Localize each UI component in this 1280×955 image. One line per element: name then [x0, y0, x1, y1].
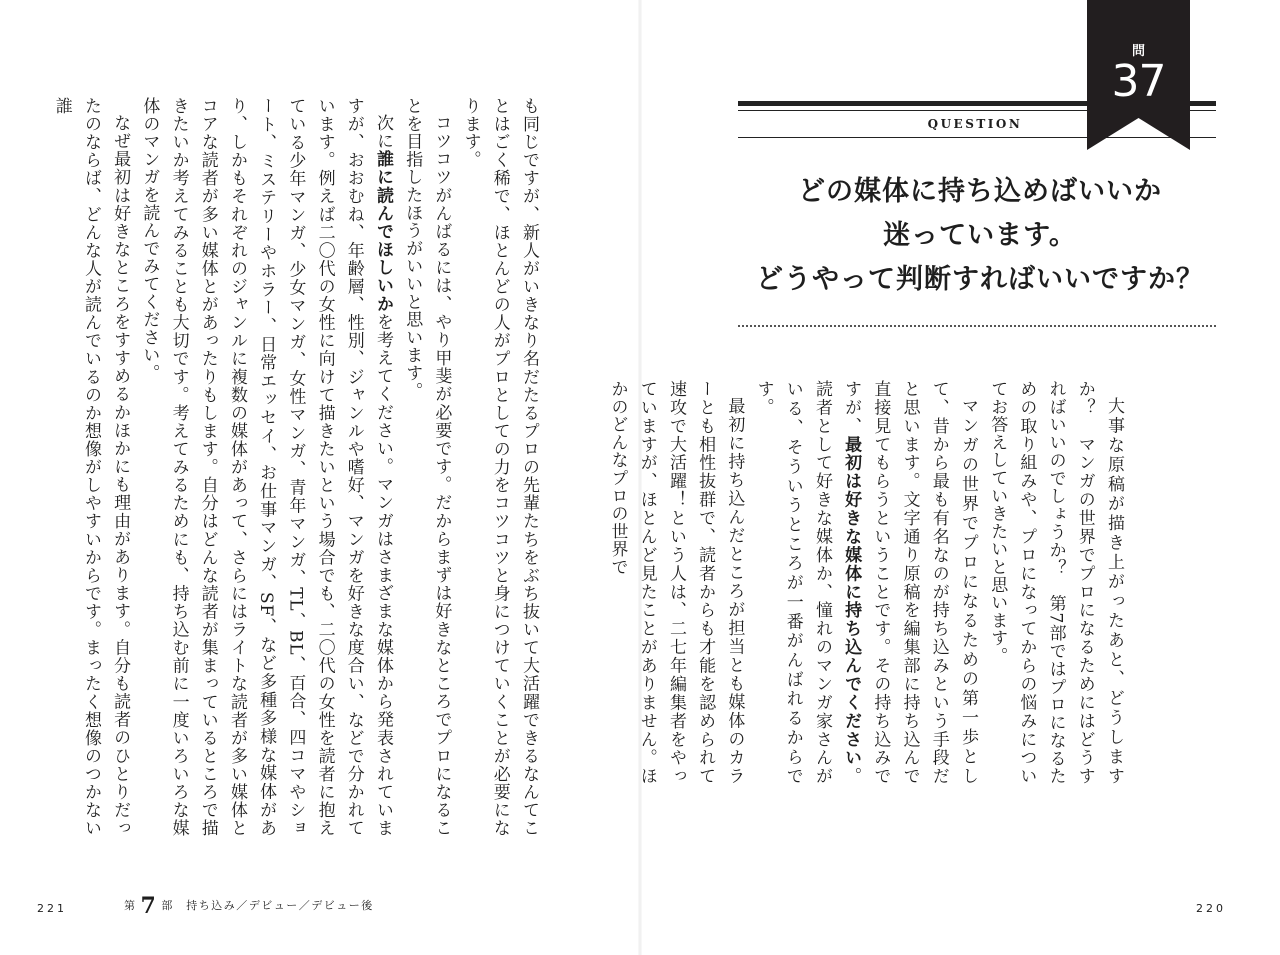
body-text: 。読者として好きな媒体か、憧れのマンガ家さんがいる、そういうところが一番がんばれるからです。 [753, 380, 862, 785]
question-label: QUESTION [900, 117, 1050, 131]
question-heading [740, 170, 1220, 302]
question-line-1: どの媒体に持ち込めばいいか [798, 176, 1162, 207]
question-badge-kanji: 問 [1131, 44, 1145, 59]
emphasis-text: 誰に読んでほしいか [372, 150, 393, 313]
question-line-3: どうやって判断すればいいですか？ [756, 264, 1204, 295]
body-text: 次に [372, 114, 393, 151]
body-paragraph [602, 380, 748, 785]
body-text: も同じですが、新人がいきなり名だたるプロの先輩たちをぶち抜いて大活躍できるなんてことはごく稀で、ほとんどの人がプロとしての力をコツコツと身につけていくことが必要になります。 [460, 97, 539, 837]
body-text: コツコツがんばるには、やり甲斐が必要です。だからまずは好きなところでプロになることを目指したほうがいいと思います。 [402, 97, 452, 837]
body-paragraph [982, 380, 1128, 785]
body-paragraph [134, 97, 397, 837]
dotted-divider [738, 325, 1216, 327]
body-paragraph [748, 380, 982, 785]
left-page-body [51, 97, 543, 838]
body-text: 大事な原稿が描き上がったあと、どうしますか？ マンガの世界でプロになるためにはどうすればいいのでしょうか？ 第7部ではプロになるための取り組みや、プロになってからの悩みについてお答えしていきたいと思います。 [987, 380, 1124, 785]
page-number-right: 220 [1196, 902, 1226, 915]
body-text: マンガの世界でプロになるための第一歩として、昔から最も有名なのが持ち込みという手段だと思います。文字通り原稿を編集部に持ち込んで直接見てもらうということです。その持ち込みですが、 [841, 380, 978, 785]
running-head-title: 部 持ち込み／デビュー／デビュー後 [161, 899, 374, 912]
running-head-prefix: 第 [124, 899, 137, 912]
right-page-body [607, 380, 1128, 785]
body-paragraph [397, 97, 455, 837]
body-paragraph [455, 97, 543, 837]
running-head [124, 893, 374, 919]
body-paragraph [47, 97, 135, 837]
body-text: 最初に持ち込んだところが担当とも媒体のカラーとも相性抜群で、読者からも才能を認められて速攻で大活躍！という人は、二七年編集者をやっていますが、ほとんど見たことがありません。ほかのどんなプロの世界で [607, 380, 745, 785]
running-head-part-number: 7 [140, 893, 158, 919]
body-text: を考えてください。マンガはさまざまな媒体から発表されていますが、おおむね、年齢層、性別、ジャンルや嗜好、マンガを好きな度合い、などで分かれています。例えば二〇代の女性に向けて描きたいという場合でも、二〇代の女性を読者に抱えている少年マンガ、少女マンガ、女性マンガ、青年マンガ、TL、BL、百合、四コマやショート、ミステリーやホラー、日常エッセイ、お仕事マンガ、SF、など多種多様な媒体があり、しかもそれぞれのジャンルに複数の媒体があって、さらにはライトな読者が多い媒体とコアな読者が多い媒体とがあったりもします。自分はどんな読者が集まっているところで描きたいか考えてみることも大切です。考えてみるためにも、持ち込む前に一度いろいろな媒体のマンガを読んでみてください。 [139, 97, 393, 838]
page-number-left: 221 [37, 902, 67, 915]
emphasis-text: 最初は好きな媒体に持ち込んでください [841, 435, 862, 768]
question-number: 37 [1111, 56, 1166, 107]
question-line-2: 迷っています。 [883, 220, 1077, 251]
body-text: なぜ最初は好きなところをすすめるかほかにも理由があります。自分も読者のひとりだったのならば、どんな人が読んでいるのか想像がしやすいからです。まったく想像のつかない誰 [51, 97, 131, 837]
